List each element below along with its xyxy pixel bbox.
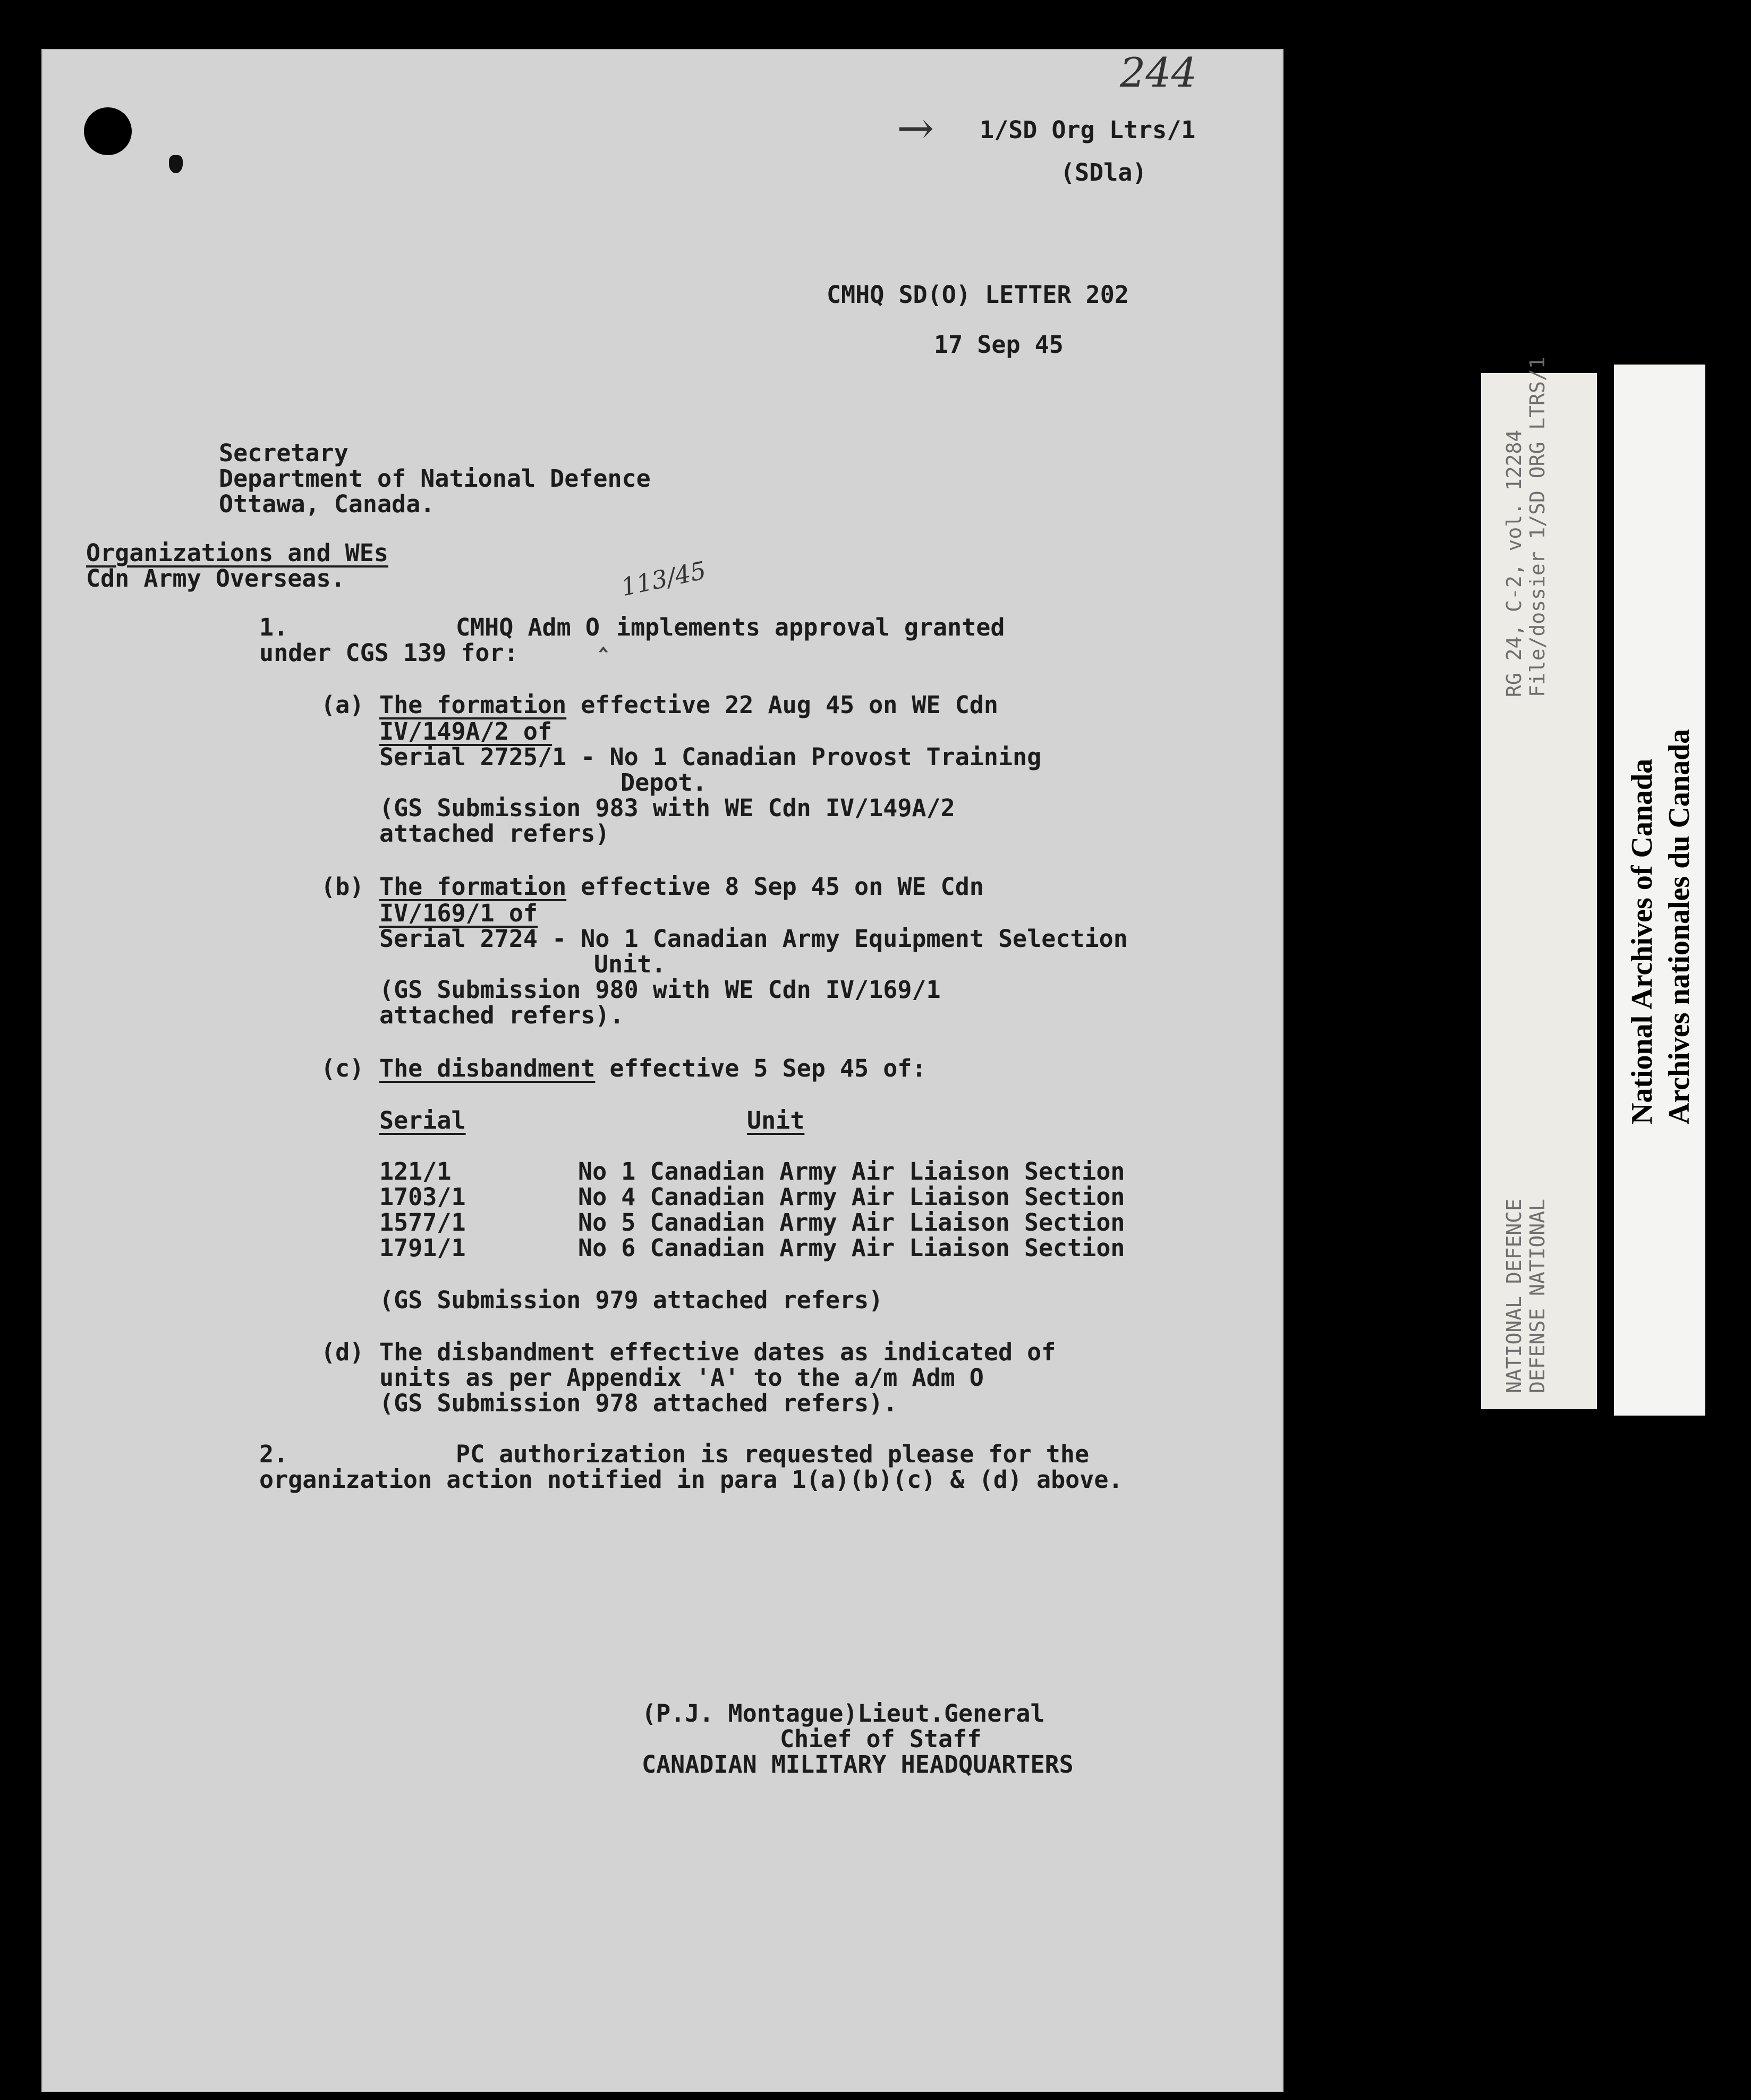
signature-name: (P.J. Montague)Lieut.General	[642, 1699, 1045, 1728]
item-b-line6: attached refers).	[379, 1001, 624, 1029]
handwritten-page-number: 244	[1120, 49, 1197, 96]
table-cell-unit: No 6 Canadian Army Air Liaison Section	[578, 1234, 1125, 1262]
letter-reference: CMHQ SD(O) LETTER 202	[827, 281, 1129, 309]
column-header-unit: Unit	[747, 1106, 805, 1134]
underlined-text: The formation	[379, 873, 567, 901]
item-a-line1	[379, 693, 998, 717]
table-cell-serial: 1703/1	[379, 1183, 466, 1211]
archives-name-english: National Archives of Canada	[1626, 758, 1659, 1124]
item-a-line2: IV/149A/2 of	[379, 717, 552, 746]
item-a-line5: (GS Submission 983 with WE Cdn IV/149A/2	[379, 794, 955, 822]
department-stamp-line: DEFENSE NATIONAL	[1526, 1198, 1549, 1393]
item-b-line3: Serial 2724 - No 1 Canadian Army Equipment Selection	[379, 925, 1128, 953]
letter-date: 17 Sep 45	[934, 331, 1064, 359]
file-reference-line2: (SDla)	[1060, 158, 1147, 187]
archive-reference	[1502, 357, 1549, 697]
item-d-line1: The disbandment effective dates as indicated of	[379, 1338, 1056, 1366]
item-c-line1	[379, 1056, 926, 1080]
item-b-line5: (GS Submission 980 with WE Cdn IV/169/1	[379, 976, 941, 1004]
underlined-text: The disbandment	[379, 1054, 596, 1082]
archive-label-strip	[1481, 357, 1597, 1409]
archives-canada-name	[1624, 729, 1698, 1124]
punch-hole	[84, 107, 132, 155]
item-text: effective 8 Sep 45 on WE Cdn	[566, 873, 984, 901]
department-stamp-line: NATIONAL DEFENCE	[1502, 1198, 1526, 1393]
paragraph-number: 1.	[259, 613, 288, 641]
table-cell-serial: 121/1	[379, 1157, 452, 1186]
table-cell-unit: No 4 Canadian Army Air Liaison Section	[578, 1183, 1125, 1211]
underlined-text: The formation	[379, 691, 567, 719]
handwritten-arrow: →	[897, 102, 934, 154]
para1-text: implements approval granted	[616, 613, 1005, 641]
handwritten-insert: 113/45	[618, 555, 709, 602]
item-label: (b)	[321, 873, 364, 901]
item-c-note: (GS Submission 979 attached refers)	[379, 1286, 883, 1314]
item-a-line6: attached refers)	[379, 819, 610, 848]
item-label: (c)	[321, 1054, 364, 1082]
subject-line2: Cdn Army Overseas.	[86, 564, 345, 592]
department-stamp	[1502, 1199, 1549, 1393]
item-b-line1	[379, 875, 984, 899]
addressee-line: Ottawa, Canada.	[219, 490, 435, 518]
para2-text: organization action notified in para 1(a)(b)(c) & (d) above.	[259, 1466, 1123, 1494]
signature-organization: CANADIAN MILITARY HEADQUARTERS	[642, 1750, 1074, 1779]
item-d-line2: units as per Appendix 'A' to the a/m Adm O	[379, 1364, 984, 1392]
para1-text: under CGS 139 for:	[259, 639, 518, 667]
archives-canada-label	[1614, 365, 1705, 1416]
archives-name-french: Archives nationales du Canada	[1663, 729, 1696, 1124]
item-a-line4: Depot.	[620, 768, 707, 797]
addressee-line: Department of National Defence	[219, 464, 651, 493]
item-a-line3: Serial 2725/1 - No 1 Canadian Provost Training	[379, 743, 1042, 771]
item-b-line4: Unit.	[594, 950, 666, 978]
para2-text: PC authorization is requested please for the	[456, 1440, 1090, 1468]
item-text: effective 22 Aug 45 on WE Cdn	[566, 691, 998, 719]
archive-reference-line: RG 24, C-2, vol. 12284	[1502, 429, 1526, 697]
item-b-line2: IV/169/1 of	[379, 899, 538, 927]
item-label: (a)	[321, 691, 364, 719]
file-reference-line1: 1/SD Org Ltrs/1	[980, 116, 1196, 144]
archive-reference-line: File/dossier 1/SD ORG LTRS/1	[1526, 357, 1549, 697]
table-cell-serial: 1791/1	[379, 1234, 466, 1262]
addressee-line: Secretary	[219, 439, 348, 467]
para1-text: CMHQ Adm O	[456, 613, 600, 641]
insert-caret: ‸	[599, 624, 608, 652]
item-text: effective 5 Sep 45 of:	[595, 1054, 926, 1082]
table-cell-unit: No 5 Canadian Army Air Liaison Section	[578, 1208, 1125, 1237]
item-label: (d)	[321, 1338, 364, 1366]
document-page	[41, 49, 1284, 2092]
table-cell-serial: 1577/1	[379, 1208, 466, 1237]
subject-line1: Organizations and WEs	[86, 539, 388, 567]
item-d-line3: (GS Submission 978 attached refers).	[379, 1389, 898, 1417]
paragraph-number: 2.	[259, 1440, 288, 1468]
column-header-serial: Serial	[379, 1106, 466, 1134]
ink-speck	[169, 155, 183, 173]
table-cell-unit: No 1 Canadian Army Air Liaison Section	[578, 1157, 1125, 1186]
signature-title: Chief of Staff	[780, 1725, 982, 1753]
